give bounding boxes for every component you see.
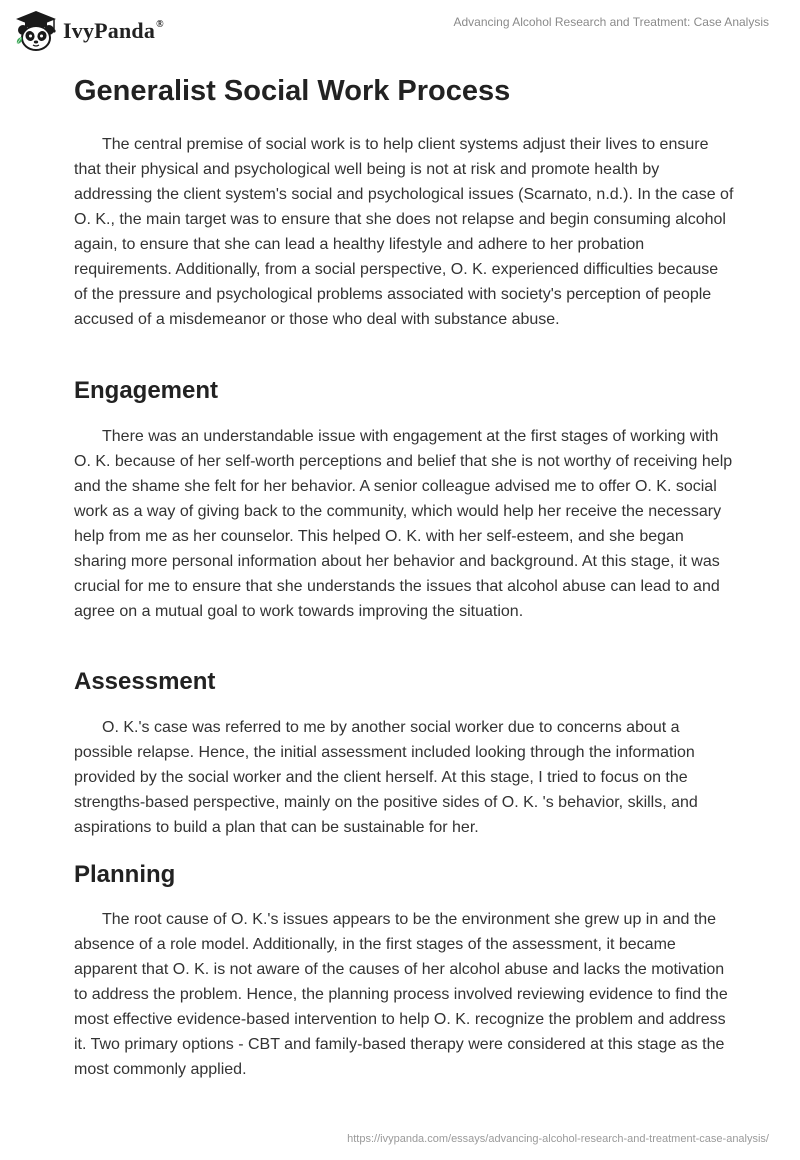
section-heading-engagement: Engagement (74, 377, 219, 404)
intro-paragraph: The central premise of social work is to help client systems adjust their lives to ensure that their physical and psychological well being is not at risk and promote health by addressing the client system's social and psychological issues (Scarnato, n.d.). In the case of O. K., the main target was to ensure that she does not relapse and begin consuming alcohol again, to ensure that she can lead a healthy lifestyle and adhere to her probation requirements. Additionally, from a social perspective, O. K. experienced difficulties because of the pressure and psychological problems associated with society's perception of people accused of a misdemeanor or those who deal with substance abuse. (74, 136, 734, 328)
brand-name: IvyPanda® (63, 18, 164, 43)
source-url[interactable]: https://ivypanda.com/essays/advancing-alcohol-research-and-treatment-case-analysis/ (347, 1133, 769, 1145)
document-title: Advancing Alcohol Research and Treatment: Case Analysis (453, 15, 769, 29)
section-paragraph-assessment: O. K.'s case was referred to me by another social worker due to concerns about a possible relapse. Hence, the initial assessment included looking through the information provided by the social worker and the client herself. At this stage, I tried to focus on the strengths-based perspective, mainly on the positive sides of O. K. 's behavior, skills, and aspirations to build a plan that can be sustainable for her. (74, 719, 698, 836)
section-paragraph-planning: The root cause of O. K.'s issues appears to be the environment she grew up in and the absence of a role model. Additionally, in the first stages of the assessment, it became apparent that O. K. is not aware of the causes of her alcohol abuse and lacks the motivation to address the problem. Hence, the planning process involved reviewing evidence to find the most effective evidence-based intervention to help O. K. recognize the problem and address it. Two primary options - CBT and family-based therapy were considered at this stage as the most commonly applied. (74, 911, 728, 1078)
section-heading-assessment: Assessment (74, 668, 216, 695)
page-header (0, 0, 800, 70)
page-title: Generalist Social Work Process (74, 75, 511, 107)
panda-graduate-icon (14, 10, 58, 52)
section-paragraph-engagement: There was an understandable issue with engagement at the first stages of working with O. K. because of her self-worth perceptions and belief that she is not worthy of receiving help and the shame she felt for her behavior. A senior colleague advised me to offer O. K. social work as a way of giving back to the community, which would help her receive the necessary help from me as her counselor. This helped O. K. with her self-esteem, and she began sharing more personal information about her behavior and background. At this stage, it was crucial for me to ensure that she understands the issues that alcohol abuse can lead to and agree on a mutual goal to work towards improving the situation. (74, 428, 733, 620)
registered-mark: ® (156, 19, 164, 30)
brand-logo[interactable] (14, 10, 164, 52)
section-heading-planning: Planning (74, 861, 176, 888)
